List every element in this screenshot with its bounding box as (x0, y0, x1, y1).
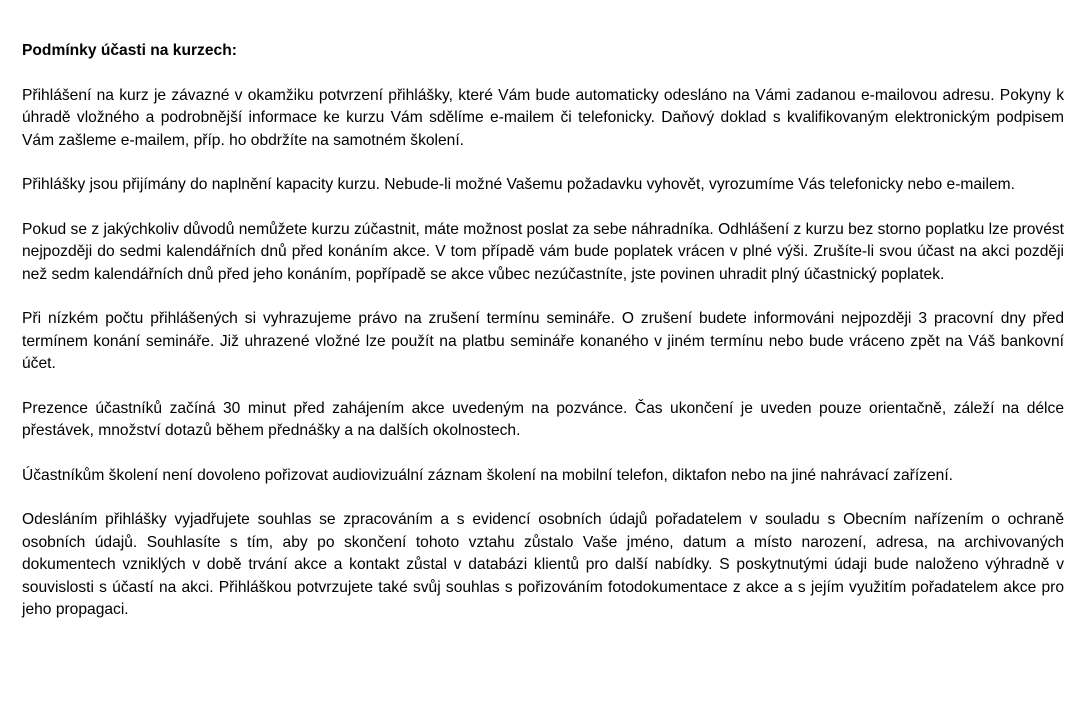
paragraph-recording: Účastníkům školení není dovoleno pořizovat audiovizuální záznam školení na mobilní telefon, diktafon nebo na jiné nahrávací zařízení. (22, 466, 953, 484)
paragraph-capacity: Přihlášky jsou přijímány do naplnění kapacity kurzu. Nebude-li možné Vašemu požadavku vyhovět, vyrozumíme Vás telefonicky nebo e-mailem. (22, 176, 1015, 193)
paragraph-cancellation: Pokud se z jakýchkoliv důvodů nemůžete kurzu zúčastnit, máte možnost poslat za sebe náhradníka. Odhlášení z kurzu bez storno poplatku lze provést nejpozději do sedmi kalendářních dnů před konáním akce. V tom případě vám bude poplatek vrácen v plné výši. Zrušíte-li svou účast na akci později než sedm kalendářních dnů před jeho konáním, popřípadě se akce vůbec nezúčastníte, jste povinen uhradit plný účastnický poplatek. (22, 220, 1064, 283)
document-title: Podmínky účasti na kurzech: (22, 42, 237, 59)
paragraph-seminar-cancellation: Při nízkém počtu přihlášených si vyhrazujeme právo na zrušení termínu semináře. O zrušení budete informováni nejpozději 3 pracovní dny před termínem konání semináře. Již uhrazené vložné lze použít na platbu semináře konaného v jiném termínu nebo bude vráceno zpět na Váš bankovní účet. (22, 310, 1064, 372)
paragraph-registration: Přihlášení na kurz je závazné v okamžiku potvrzení přihlášky, které Vám bude automaticky odesláno na Vámi zadanou e-mailovou adresu. Pokyny k úhradě vložného a podrobnější informace ke kurzu Vám sdělíme e-mailem či telefonicky. Daňový doklad s kvalifikovaným elektronickým podpisem Vám zašleme e-mailem, příp. ho obdržíte na samotném školení. (22, 86, 1064, 149)
terms-document (22, 40, 1064, 644)
paragraph-attendance: Prezence účastníků začíná 30 minut před zahájením akce uvedeným na pozvánce. Čas ukončení je uveden pouze orientačně, záleží na délce přestávek, množství dotazů během přednášky a na dalších okolnostech. (22, 399, 1064, 439)
paragraph-personal-data: Odesláním přihlášky vyjadřujete souhlas se zpracováním a s evidencí osobních údajů pořadatelem v souladu s Obecním nařízením o ochraně osobních údajů. Souhlasíte s tím, aby po skončení tohoto vztahu zůstalo Vaše jméno, datum a místo narození, adresa, na archivovaných dokumentech vzniklých v době trvání akce a kontakt zůstal v databázi klientů pro další nabídky. S poskytnutými údaji bude naloženo výhradně v souvislosti s účastí na akci. Přihláškou potvrzujete také svůj souhlas s pořizováním fotodokumentace z akce a s jejím využitím pořadatelem akce pro jeho propagaci. (22, 511, 1064, 618)
